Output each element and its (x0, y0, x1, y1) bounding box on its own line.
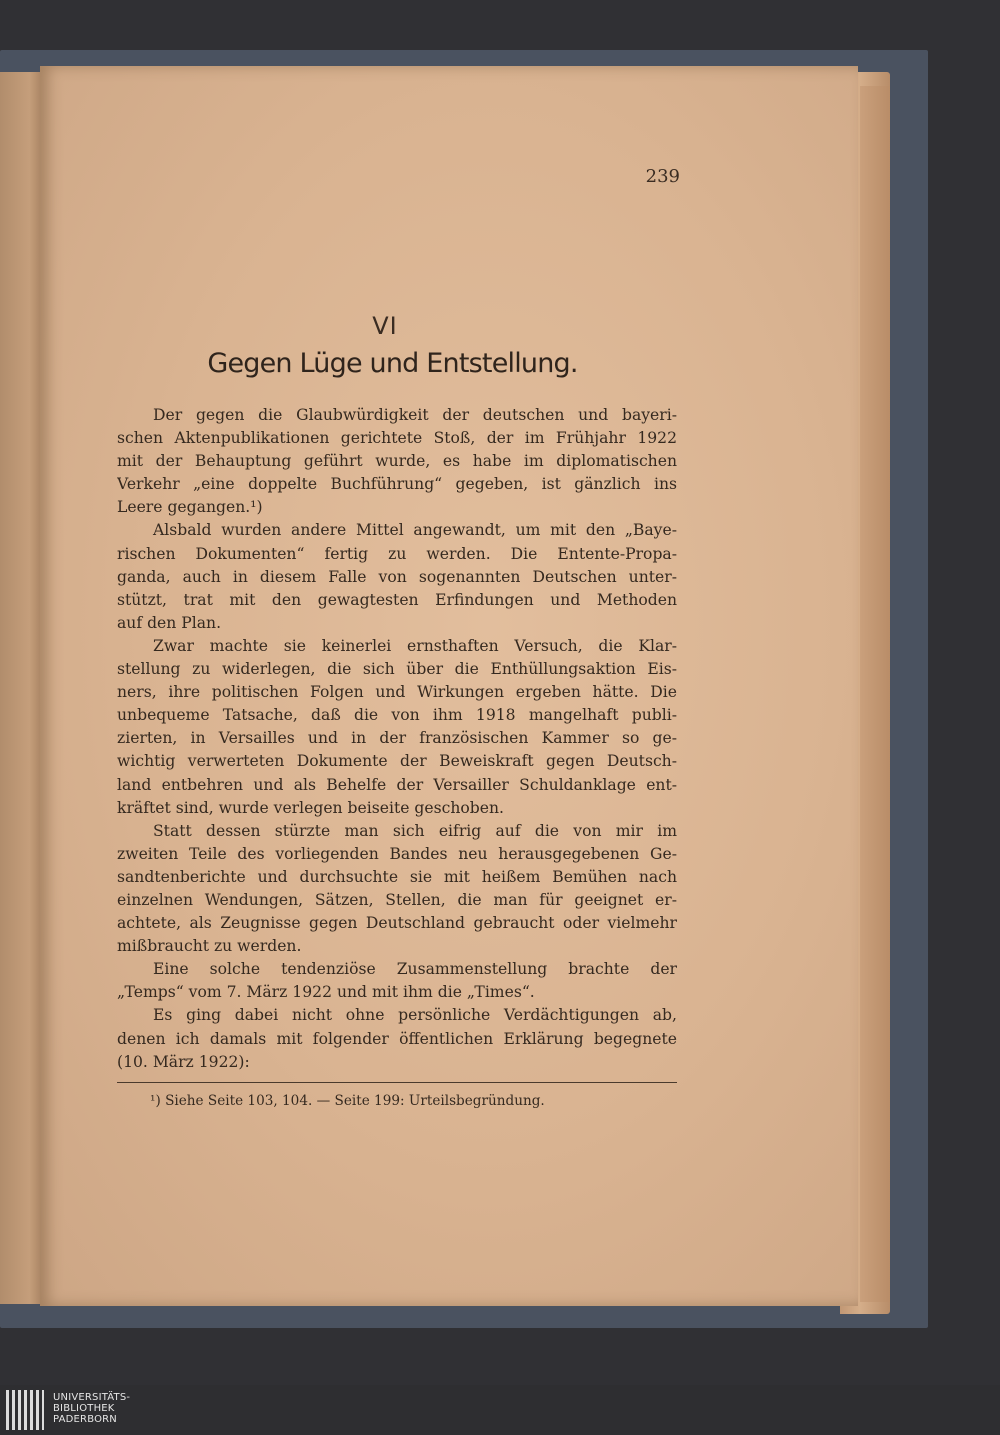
library-logo-text (53, 1392, 130, 1425)
footnote: ¹) Siehe Seite 103, 104. — Seite 199: Urteilsbegründung. (150, 1093, 545, 1109)
text-line: ganda, auch in diesem Falle von sogenannten Deutschen unter- (117, 567, 677, 586)
text-line: rischen Dokumenten“ fertig zu werden. Die Entente-Propa- (117, 544, 677, 563)
text-line: zweiten Teile des vorliegenden Bandes neu herausgegebenen Ge- (117, 844, 677, 863)
logo-line: BIBLIOTHEK (53, 1403, 115, 1414)
page-number: 239 (645, 166, 680, 187)
text-line: sandtenberichte und durchsuchte sie mit heißem Bemühen nach (117, 867, 677, 886)
text-line: unbequeme Tatsache, daß die von ihm 1918 mangelhaft publi- (117, 706, 677, 725)
left-page-edge (0, 72, 42, 1304)
text-line: Statt dessen stürzte man sich eifrig auf die von mir im (153, 821, 677, 840)
text-line: kräftet sind, wurde verlegen beiseite geschoben. (117, 798, 505, 817)
text-line: Verkehr „eine doppelte Buchführung“ gegeben, ist gänzlich ins (117, 475, 677, 494)
text-line: Der gegen die Glaubwürdigkeit der deutschen und bayeri- (153, 406, 677, 424)
chapter-number: VI (372, 312, 398, 340)
text-line: land entbehren und als Behelfe der Versailler Schuldanklage ent- (117, 775, 677, 794)
footnote-divider (117, 1082, 677, 1083)
text-line: denen ich damals mit folgender öffentlichen Erklärung begegnete (117, 1029, 677, 1048)
library-logo-icon (6, 1390, 44, 1430)
text-line: mit der Behauptung geführt wurde, es habe im diplomatischen (117, 452, 677, 471)
text-line: auf den Plan. (117, 613, 222, 632)
text-line: achtete, als Zeugnisse gegen Deutschland gebraucht oder vielmehr (117, 914, 677, 933)
logo-line: PADERBORN (53, 1414, 117, 1425)
text-line: einzelnen Wendungen, Sätzen, Stellen, die man für geeignet er- (117, 890, 677, 909)
text-line: wichtig verwerteten Dokumente der Beweiskraft gegen Deutsch- (117, 752, 677, 771)
page-stack-edge-inner (860, 86, 890, 1302)
text-line: Zwar machte sie keinerlei ernsthaften Versuch, die Klar- (153, 636, 677, 655)
text-line: ners, ihre politischen Folgen und Wirkungen ergeben hätte. Die (117, 683, 677, 702)
text-line: zierten, in Versailles und in der französischen Kammer so ge- (117, 729, 677, 748)
text-line: schen Aktenpublikationen gerichtete Stoß, der im Frühjahr 1922 (117, 429, 677, 448)
text-line: Eine solche tendenziöse Zusammenstellung brachte der (153, 960, 677, 979)
text-line: mißbraucht zu werden. (117, 937, 302, 956)
text-line: Alsbald wurden andere Mittel angewandt, um mit den „Baye- (153, 521, 677, 540)
text-line: Leere gegangen.¹) (117, 498, 263, 517)
library-footer (0, 1385, 1000, 1435)
text-line: Es ging dabei nicht ohne persönliche Verdächtigungen ab, (153, 1006, 677, 1025)
logo-line: UNIVERSITÄTS- (53, 1392, 131, 1403)
chapter-title: Gegen Lüge und Entstellung. (207, 348, 578, 379)
body-text (117, 404, 677, 1074)
text-line: (10. März 1922): (117, 1052, 250, 1071)
text-line: stellung zu widerlegen, die sich über die Enthüllungsaktion Eis- (117, 660, 677, 679)
text-line: stützt, trat mit den gewagtesten Erfindungen und Methoden (117, 590, 677, 609)
text-line: „Temps“ vom 7. März 1922 und mit ihm die „Times“. (117, 983, 535, 1002)
